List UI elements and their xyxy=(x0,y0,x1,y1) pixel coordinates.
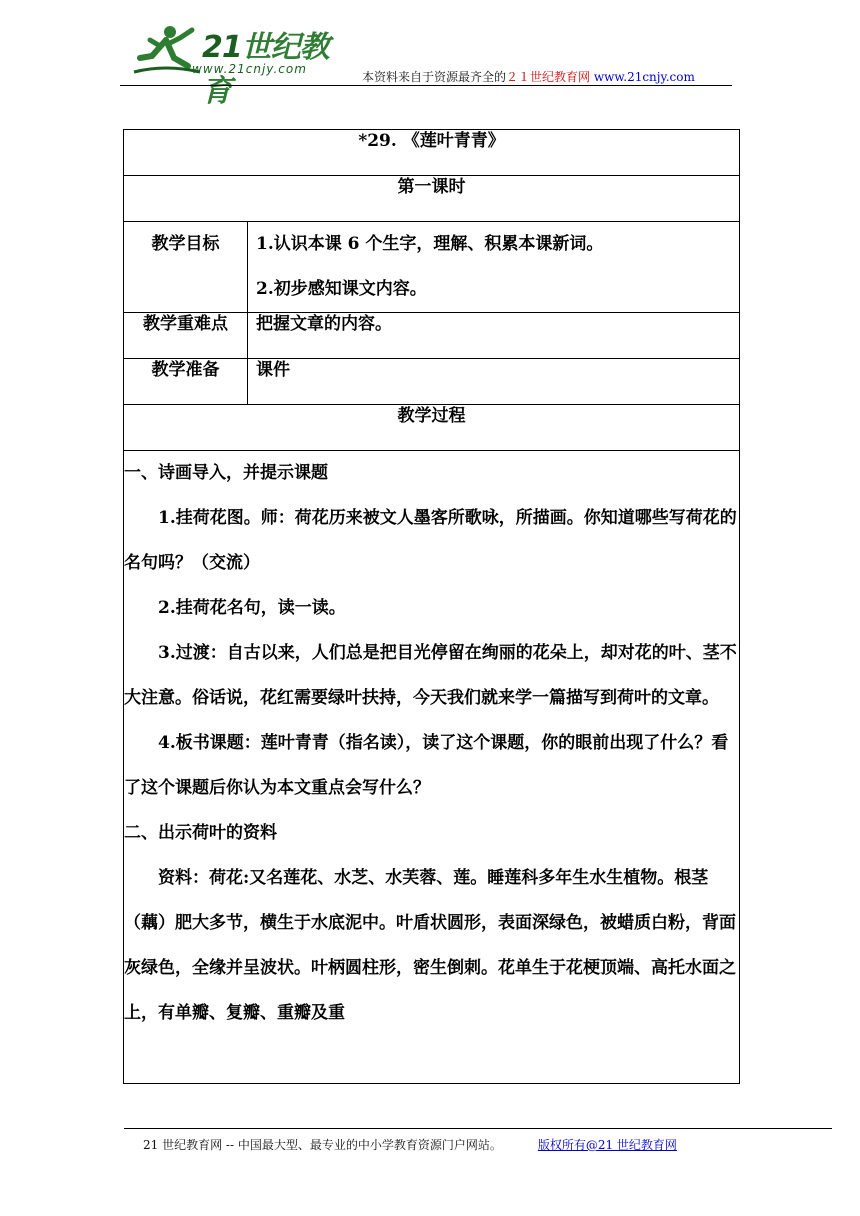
paragraph: 1.挂荷花图。师：荷花历来被文人墨客所歌咏，所描画。你知道哪些写荷花的名句吗？（交流） xyxy=(124,508,737,573)
key-points-label: 教学重难点 xyxy=(124,313,248,359)
paragraph: 2.挂荷花名句，读一读。 xyxy=(158,598,346,618)
section-heading: 二、出示荷叶的资料 xyxy=(124,823,277,843)
preparation-label: 教学准备 xyxy=(124,359,248,405)
preparation-value: 课件 xyxy=(248,359,740,405)
logo-title: 21世纪教育 xyxy=(202,30,329,109)
header-divider xyxy=(120,85,732,86)
goals-cell xyxy=(248,222,740,313)
site-logo[interactable] xyxy=(120,18,340,109)
lesson-plan-table xyxy=(123,129,740,1084)
page-footer xyxy=(143,1136,677,1153)
process-heading: 教学过程 xyxy=(124,405,740,451)
header-slogan: 本资料来自于资源最齐全的２１世纪教育网 www.21cnjy.com xyxy=(362,70,695,84)
slogan-url-link[interactable]: www.21cnjy.com xyxy=(593,70,695,84)
key-points-value: 把握文章的内容。 xyxy=(248,313,740,359)
footer-text: 21 世纪教育网 -- 中国最大型、最专业的中小学教育资源门户网站。 xyxy=(143,1138,502,1152)
paragraph: 资料：荷花:又名莲花、水芝、水芙蓉、莲。睡莲科多年生水生植物。根茎（藕）肥大多节，横生于水底泥中。叶盾状圆形，表面深绿色，被蜡质白粉，背面灰绿色，全缘并呈波状。叶柄圆柱形，密生倒刺。花单生于花梗顶端、高托水面之上，有单瓣、复瓣、重瓣及重 xyxy=(124,868,736,1023)
paragraph: 4.板书课题：莲叶青青（指名读），读了这个课题，你的眼前出现了什么？看了这个课题后你认为本文重点会写什么？ xyxy=(124,733,729,798)
page-header xyxy=(120,18,740,109)
section-heading: 一、诗画导入，并提示课题 xyxy=(124,463,328,483)
footer-divider xyxy=(124,1128,832,1129)
paragraph: 3.过渡：自古以来，人们总是把目光停留在绚丽的花朵上，却对花的叶、茎不大注意。俗话说，花红需要绿叶扶持，今天我们就来学一篇描写到荷叶的文章。 xyxy=(124,643,737,708)
goals-label: 教学目标 xyxy=(124,222,248,313)
slogan-site-name: ２１世纪教育网 xyxy=(506,70,591,84)
copyright-link[interactable]: 版权所有@21 世纪教育网 xyxy=(537,1138,677,1152)
lesson-period: 第一课时 xyxy=(124,176,740,222)
logo-url: www.21cnjy.com xyxy=(192,62,307,76)
lesson-title: *29. 《莲叶青青》 xyxy=(124,130,740,176)
goal-item: 2.初步感知课文内容。 xyxy=(256,279,427,299)
process-content xyxy=(124,451,740,1084)
goal-item: 1.认识本课 6 个生字，理解、积累本课新词。 xyxy=(256,234,604,254)
